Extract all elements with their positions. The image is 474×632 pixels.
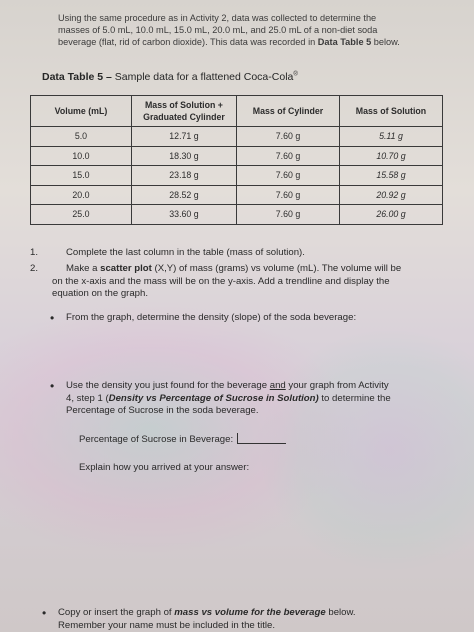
table-title-label: Data Table 5 – — [42, 71, 112, 83]
table-cell: 7.60 g — [236, 185, 339, 205]
question-list — [30, 247, 420, 303]
question-2 — [30, 263, 420, 300]
table-cell: 7.60 g — [236, 205, 339, 225]
question-text — [52, 263, 420, 275]
column-header: Volume (mL) — [31, 96, 132, 127]
bullet-density — [50, 312, 406, 325]
table-cell: 28.52 g — [131, 185, 236, 205]
question-number: 2. — [30, 263, 39, 275]
table-cell: 12.71 g — [131, 127, 236, 147]
intro-line: masses of 5.0 mL, 10.0 mL, 15.0 mL, 20.0 mL, and 25.0 mL of a non-diet soda — [58, 25, 378, 36]
bullet-text-line — [66, 380, 436, 393]
bullet-text: From the graph, determine the density (slope) of the soda beverage: — [66, 312, 357, 323]
table-cell: 20.0 — [31, 185, 132, 205]
bullet-text: below. — [325, 607, 356, 618]
column-header: Mass of Solution + Graduated Cylinder — [131, 96, 236, 127]
intro-line — [58, 36, 418, 48]
moire-sheen — [0, 300, 360, 560]
bullet-text: your graph from Activity — [285, 380, 389, 391]
data-table-5 — [30, 95, 443, 225]
bullet-icon: • — [42, 606, 47, 620]
question-emphasis: scatter plot — [100, 263, 152, 275]
table-cell: 5.11 g — [339, 127, 442, 147]
table-row — [31, 146, 443, 166]
table-row — [31, 127, 443, 147]
table-cell: 15.0 — [31, 166, 132, 186]
bullet-graph — [42, 607, 448, 632]
bullet-text-line — [66, 393, 436, 406]
table-cell: 20.92 g — [339, 185, 442, 205]
intro-text: beverage (flat, rid of carbon dioxide). This data was recorded in — [58, 37, 318, 48]
column-header: Mass of Solution — [339, 96, 442, 127]
bullet-icon: • — [50, 311, 55, 325]
intro-line: Using the same procedure as in Activity 2, data was collected to determine the — [58, 13, 377, 23]
table-row — [31, 166, 443, 186]
bullet-text-line: Remember your name must be included in the title. — [58, 619, 276, 631]
intro-paragraph — [58, 12, 418, 49]
table-cell: 23.18 g — [131, 166, 236, 186]
table-cell: 25.0 — [31, 205, 132, 225]
bullet-icon: • — [50, 379, 55, 393]
percentage-label: Percentage of Sucrose in Beverage: — [79, 434, 234, 445]
explain-label: Explain how you arrived at your answer: — [79, 462, 250, 473]
table-cell: 26.00 g — [339, 205, 442, 225]
question-text-line: on the x-axis and the mass will be on the y-axis. Add a trendline and display the — [52, 275, 390, 287]
bullet-text-line: Percentage of Sucrose in the soda beverage. — [66, 405, 259, 417]
moire-sheen — [260, 330, 474, 570]
table-title — [42, 71, 298, 83]
bullet-text: to determine the — [318, 392, 391, 404]
table-header-row — [31, 96, 443, 127]
question-1 — [30, 247, 420, 259]
percentage-field — [79, 433, 286, 445]
bullet-text: Use the density you just found for the beverage — [66, 380, 270, 391]
bullet-emphasis: Density vs Percentage of Sucrose in Solution) — [108, 392, 319, 404]
question-text: Complete the last column in the table (mass of solution). — [66, 247, 305, 258]
explain-field — [79, 462, 249, 473]
table-cell: 18.30 g — [131, 146, 236, 166]
question-text-line: equation on the graph. — [52, 288, 149, 300]
column-header: Mass of Cylinder — [236, 96, 339, 127]
bullet-text: 4, step 1 ( — [66, 392, 109, 404]
table-cell: 10.70 g — [339, 146, 442, 166]
question-text-part: Make a — [66, 263, 101, 275]
bullet-sucrose — [50, 380, 436, 418]
question-number: 1. — [30, 247, 39, 258]
intro-table-ref: Data Table 5 — [317, 37, 372, 48]
table-cell: 15.58 g — [339, 166, 442, 186]
bullet-text-line — [58, 607, 448, 620]
table-cell: 33.60 g — [131, 205, 236, 225]
table-title-text: Sample data for a flattened Coca-Cola — [111, 71, 294, 83]
bullet-emphasis: mass vs volume for the beverage — [174, 607, 326, 618]
percentage-answer-blank[interactable] — [237, 433, 286, 444]
bullet-underline: and — [269, 380, 286, 391]
table-row — [31, 185, 443, 205]
table-cell: 10.0 — [31, 146, 132, 166]
table-cell: 7.60 g — [236, 127, 339, 147]
table-cell: 5.0 — [31, 127, 132, 147]
question-text-part: (X,Y) of mass (grams) vs volume (mL). The volume will be — [151, 263, 402, 275]
registered-mark: ® — [293, 71, 298, 78]
intro-text: below. — [371, 37, 400, 48]
table-cell: 7.60 g — [236, 166, 339, 186]
table-row — [31, 205, 443, 225]
table-cell: 7.60 g — [236, 146, 339, 166]
bullet-text: Copy or insert the graph of — [58, 607, 175, 618]
